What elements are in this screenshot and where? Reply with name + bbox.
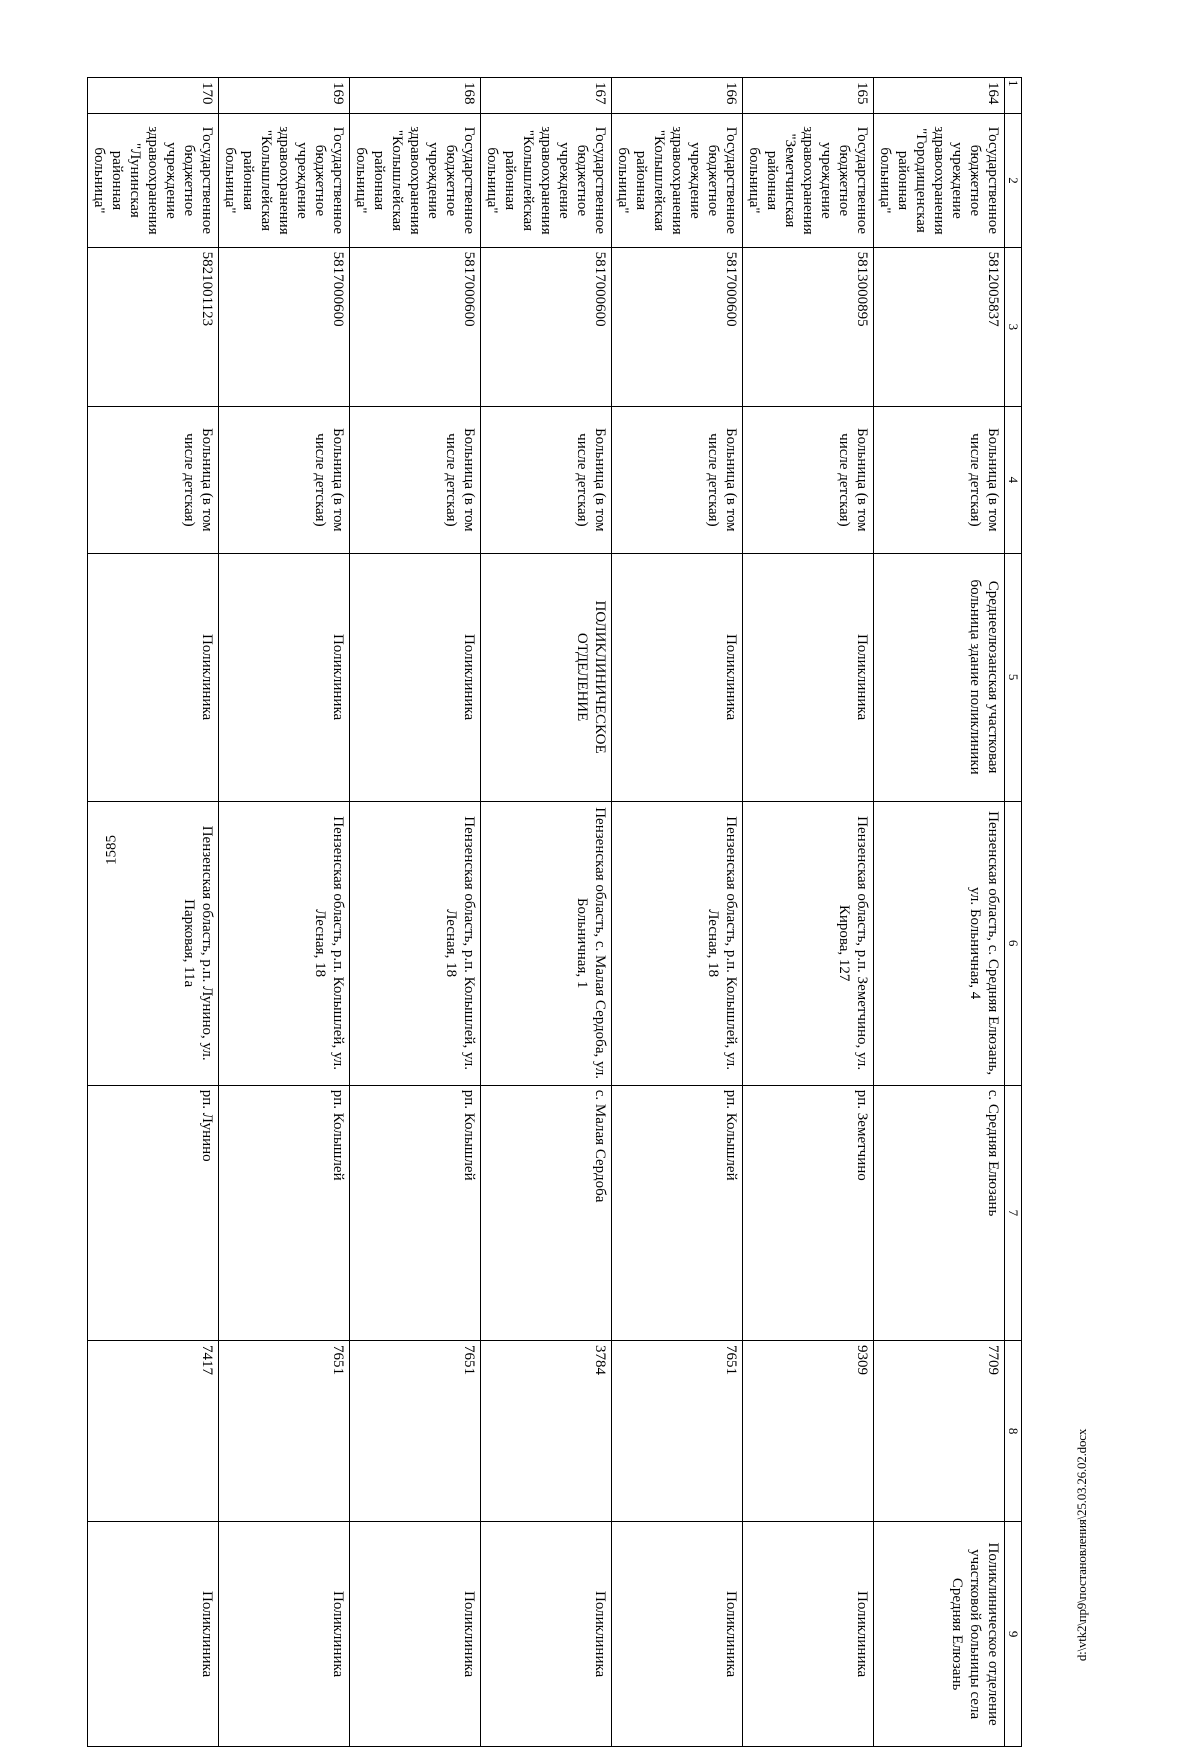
cell-facility-type: Больница (в том числе детская) bbox=[743, 407, 874, 553]
cell-unit: Поликлиника bbox=[612, 1522, 743, 1747]
cell-address: Пензенская область, р.п. Земетчино, ул. Кирова, 127 bbox=[743, 801, 874, 1085]
cell-code: 5817000600 bbox=[350, 247, 481, 407]
cell-locality: рп. Колышлей bbox=[219, 1085, 350, 1340]
table-row bbox=[743, 78, 874, 1747]
cell-code: 5812005837 bbox=[874, 247, 1005, 407]
cell-number: 9309 bbox=[743, 1340, 874, 1521]
cell-organization: Государственное бюджетное учреждение здравоохранения "Городищенская районная больница" bbox=[874, 114, 1005, 247]
column-header: 4 bbox=[1005, 407, 1022, 553]
cell-locality: с. Малая Сердоба bbox=[481, 1085, 612, 1340]
table-row bbox=[874, 78, 1005, 1747]
cell-unit: Поликлиника bbox=[219, 1522, 350, 1747]
cell-building: Среднеелюзанская участковая больница здание поликлиники bbox=[874, 553, 1005, 801]
cell-locality: рп. Колышлей bbox=[350, 1085, 481, 1340]
cell-facility-type: Больница (в том числе детская) bbox=[350, 407, 481, 553]
table-row bbox=[612, 78, 743, 1747]
cell-building: Поликлиника bbox=[743, 553, 874, 801]
cell-row-number: 166 bbox=[612, 78, 743, 114]
cell-building: Поликлиника bbox=[612, 553, 743, 801]
cell-organization: Государственное бюджетное учреждение здравоохранения "Колышлейская районная больница" bbox=[481, 114, 612, 247]
cell-facility-type: Больница (в том числе детская) bbox=[612, 407, 743, 553]
cell-unit: Поликлиника bbox=[743, 1522, 874, 1747]
cell-row-number: 164 bbox=[874, 78, 1005, 114]
cell-organization: Государственное бюджетное учреждение здравоохранения "Лунинская районная больница" bbox=[88, 114, 219, 247]
table-row bbox=[219, 78, 350, 1747]
cell-unit: Поликлиника bbox=[350, 1522, 481, 1747]
cell-building: Поликлиника bbox=[219, 553, 350, 801]
cell-row-number: 170 bbox=[88, 78, 219, 114]
cell-address: Пензенская область, р.п. Лунино, ул. Парковая, 11а bbox=[88, 801, 219, 1085]
cell-organization: Государственное бюджетное учреждение здравоохранения "Земетчинская районная больница" bbox=[743, 114, 874, 247]
cell-number: 7651 bbox=[350, 1340, 481, 1521]
cell-row-number: 167 bbox=[481, 78, 612, 114]
cell-address: Пензенская область, с. Малая Сердоба, ул. Больничная, 1 bbox=[481, 801, 612, 1085]
cell-code: 5817000600 bbox=[219, 247, 350, 407]
cell-number: 7417 bbox=[88, 1340, 219, 1521]
column-header: 3 bbox=[1005, 247, 1022, 407]
footer-file-path: d:\vtk2\пр9\постановления\25.03.26.02.docx bbox=[1074, 1428, 1089, 1662]
cell-locality: рп. Колышлей bbox=[612, 1085, 743, 1340]
cell-facility-type: Больница (в том числе детская) bbox=[874, 407, 1005, 553]
cell-address: Пензенская область, р.п. Колышлей, ул. Лесная, 18 bbox=[219, 801, 350, 1085]
cell-facility-type: Больница (в том числе детская) bbox=[219, 407, 350, 553]
cell-organization: Государственное бюджетное учреждение здравоохранения "Колышлейская районная больница" bbox=[612, 114, 743, 247]
cell-number: 7709 bbox=[874, 1340, 1005, 1521]
cell-number: 7651 bbox=[612, 1340, 743, 1521]
table-row bbox=[350, 78, 481, 1747]
cell-facility-type: Больница (в том числе детская) bbox=[88, 407, 219, 553]
cell-code: 5817000600 bbox=[481, 247, 612, 407]
cell-address: Пензенская область, р.п. Колышлей, ул. Лесная, 18 bbox=[612, 801, 743, 1085]
cell-address: Пензенская область, с. Средняя Елюзань, ул. Больничная, 4 bbox=[874, 801, 1005, 1085]
cell-unit: Поликлиника bbox=[481, 1522, 612, 1747]
registry-table bbox=[87, 77, 1022, 1747]
header-row bbox=[1005, 78, 1022, 1747]
table-row bbox=[481, 78, 612, 1747]
column-header: 2 bbox=[1005, 114, 1022, 247]
cell-code: 5813000895 bbox=[743, 247, 874, 407]
cell-facility-type: Больница (в том числе детская) bbox=[481, 407, 612, 553]
column-header: 5 bbox=[1005, 553, 1022, 801]
column-header: 8 bbox=[1005, 1340, 1022, 1521]
cell-organization: Государственное бюджетное учреждение здравоохранения "Колышлейская районная больница" bbox=[219, 114, 350, 247]
cell-unit: Поликлиника bbox=[88, 1522, 219, 1747]
cell-row-number: 169 bbox=[219, 78, 350, 114]
cell-row-number: 165 bbox=[743, 78, 874, 114]
cell-address: Пензенская область, р.п. Колышлей, ул. Лесная, 18 bbox=[350, 801, 481, 1085]
column-header: 6 bbox=[1005, 801, 1022, 1085]
cell-row-number: 168 bbox=[350, 78, 481, 114]
cell-code: 5817000600 bbox=[612, 247, 743, 407]
cell-number: 3784 bbox=[481, 1340, 612, 1521]
table-body bbox=[88, 78, 1005, 1747]
table-row bbox=[88, 78, 219, 1747]
cell-building: Поликлиника bbox=[350, 553, 481, 801]
cell-number: 7651 bbox=[219, 1340, 350, 1521]
column-header: 1 bbox=[1005, 78, 1022, 114]
page-number: 1585 bbox=[103, 835, 120, 865]
cell-locality: с. Средняя Елюзань bbox=[874, 1085, 1005, 1340]
cell-code: 5821001123 bbox=[88, 247, 219, 407]
cell-building: Поликлиника bbox=[88, 553, 219, 801]
column-header: 7 bbox=[1005, 1085, 1022, 1340]
column-header: 9 bbox=[1005, 1522, 1022, 1747]
cell-locality: рп. Земетчино bbox=[743, 1085, 874, 1340]
cell-unit: Поликлиническое отделение участковой больницы села Средняя Елюзань bbox=[874, 1522, 1005, 1747]
cell-locality: рп. Лунино bbox=[88, 1085, 219, 1340]
cell-organization: Государственное бюджетное учреждение здравоохранения "Колышлейская районная больница" bbox=[350, 114, 481, 247]
cell-building: ПОЛИКЛИНИЧЕСКОЕ ОТДЕЛЕНИЕ bbox=[481, 553, 612, 801]
